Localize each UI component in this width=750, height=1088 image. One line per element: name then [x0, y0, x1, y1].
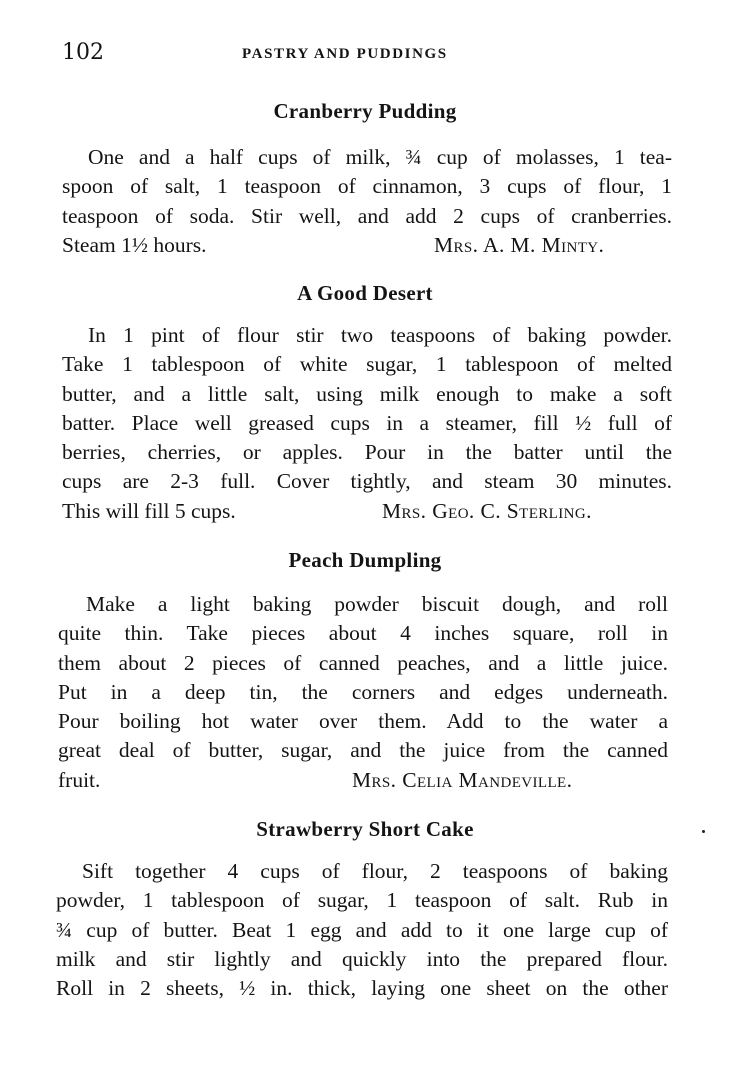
recipe-line: Pour boiling hot water over them. Add to the water a [58, 709, 668, 734]
recipe-line: Roll in 2 sheets, ½ in. thick, laying one sheet on the other [56, 976, 668, 1001]
recipe-body-a-good-desert [62, 321, 672, 526]
recipe-line: One and a half cups of milk, ¾ cup of molasses, 1 tea- [88, 145, 672, 169]
recipe-body-strawberry-short-cake [56, 857, 668, 1003]
recipe-line: great deal of butter, sugar, and the juice from the canned [58, 738, 668, 763]
recipe-signature: Mrs. Geo. C. Sterling. [382, 498, 592, 523]
recipe-last-line [58, 766, 668, 795]
recipe-line: powder, 1 tablespoon of sugar, 1 teaspoon of salt. Rub in [56, 888, 668, 913]
print-speck [702, 830, 705, 833]
recipe-line: berries, cherries, or apples. Pour in the batter until the [62, 440, 672, 465]
recipe-line: Make a light baking powder biscuit dough, and roll [86, 592, 668, 616]
recipe-line: This will fill 5 cups. [62, 498, 236, 523]
running-head: PASTRY AND PUDDINGS [242, 46, 448, 62]
recipe-signature: Mrs. Celia Mandeville. [352, 767, 573, 792]
recipe-line: quite thin. Take pieces about 4 inches square, roll in [58, 621, 668, 646]
recipe-line: batter. Place well greased cups in a steamer, fill ½ full of [62, 410, 672, 435]
recipe-line: Steam 1½ hours. [62, 232, 207, 257]
recipe-body-cranberry-pudding [62, 143, 672, 260]
page-header [62, 40, 672, 70]
recipe-signature: Mrs. A. M. Minty. [434, 232, 605, 257]
recipe-title-cranberry-pudding: Cranberry Pudding [273, 99, 457, 123]
recipe-title-peach-dumpling: Peach Dumpling [288, 548, 442, 572]
recipe-line: cups are 2-3 full. Cover tightly, and steam 30 minutes. [62, 469, 672, 494]
recipe-line: butter, and a little salt, using milk enough to make a soft [62, 381, 672, 406]
recipe-line: Put in a deep tin, the corners and edges underneath. [58, 679, 668, 704]
recipe-line: teaspoon of soda. Stir well, and add 2 cups of cranberries. [62, 203, 672, 228]
recipe-line: Sift together 4 cups of flour, 2 teaspoons of baking [82, 859, 668, 883]
recipe-line: Take 1 tablespoon of white sugar, 1 tablespoon of melted [62, 352, 672, 377]
recipe-line: ¾ cup of butter. Beat 1 egg and add to it one large cup of [56, 917, 668, 942]
recipe-title-strawberry-short-cake: Strawberry Short Cake [256, 817, 474, 841]
recipe-last-line [62, 497, 672, 526]
recipe-line: spoon of salt, 1 teaspoon of cinnamon, 3 cups of flour, 1 [62, 174, 672, 199]
recipe-line: milk and stir lightly and quickly into the prepared flour. [56, 946, 668, 971]
page-number: 102 [62, 40, 104, 65]
recipe-title-a-good-desert: A Good Desert [297, 281, 433, 305]
recipe-last-line [62, 231, 672, 260]
recipe-line: In 1 pint of flour stir two teaspoons of baking powder. [88, 323, 672, 347]
recipe-line: fruit. [58, 767, 101, 792]
recipe-line: them about 2 pieces of canned peaches, and a little juice. [58, 650, 668, 675]
recipe-body-peach-dumpling [58, 590, 668, 795]
